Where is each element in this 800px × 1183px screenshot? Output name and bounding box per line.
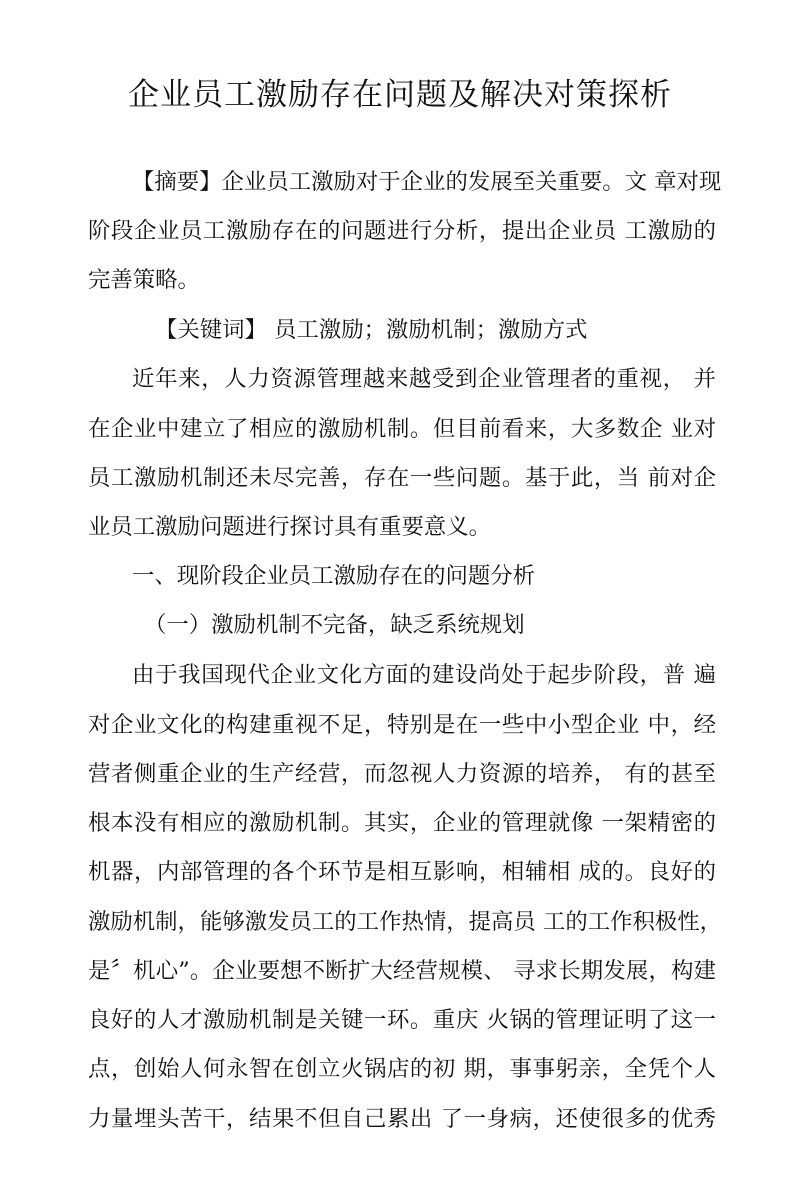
intro-line-2: 在企业中建立了相应的激励机制。但目前看来，大多数企 业对 — [88, 416, 716, 442]
intro-line-3: 员工激励机制还未尽完善，存在一些问题。基于此，当 前对企 — [88, 465, 716, 491]
paragraph-line-6: 激励机制，能够激发员工的工作热情，提高员 工的工作积极性， — [88, 909, 723, 935]
intro-line-4: 业员工激励问题进行探讨具有重要意义。 — [88, 514, 492, 540]
subsection-heading-1: （一）激励机制不完备，缺乏系统规划 — [144, 612, 525, 638]
paragraph-line-10: 力量埋头苦干，结果不但自己累出 了一身病，还使很多的优秀 — [88, 1106, 716, 1132]
abstract-line-2: 阶段企业员工激励存在的问题进行分析，提出企业员 工激励的 — [88, 218, 716, 244]
section-heading-1: 一、现阶段企业员工激励存在的问题分析 — [132, 563, 536, 589]
intro-line-1: 近年来，人力资源管理越来越受到企业管理者的重视， 并 — [132, 366, 716, 392]
paragraph-line-5: 机器，内部管理的各个环节是相互影响，相辅相 成的。良好的 — [88, 859, 716, 885]
keywords-line: 【关键词】 员工激励；激励机制；激励方式 — [155, 317, 588, 343]
paragraph-line-8: 良好的人才激励机制是关键一环。重庆 火锅的管理证明了这一 — [88, 1007, 716, 1033]
paragraph-line-7: 是〞机心”。企业要想不断扩大经营规模、 寻求长期发展，构建 — [88, 958, 716, 984]
paragraph-line-3: 营者侧重企业的生产经营，而忽视人力资源的培养， 有的甚至 — [88, 761, 716, 787]
abstract-line-3: 完善策略。 — [88, 267, 200, 293]
paragraph-line-4: 根本没有相应的激励机制。其实，企业的管理就像 一架精密的 — [88, 810, 716, 836]
paragraph-line-2: 对企业文化的构建重视不足，特别是在一些中小型企业 中，经 — [88, 712, 716, 738]
paragraph-line-9: 点，创始人何永智在创立火锅店的初 期，事事躬亲，全凭个人 — [88, 1056, 716, 1082]
abstract-line-1: 【摘要】企业员工激励对于企业的发展至关重要。文 章对现 — [132, 169, 722, 195]
paragraph-line-1: 由于我国现代企业文化方面的建设尚处于起步阶段，普 遍 — [132, 662, 716, 688]
document-title: 企业员工激励存在问题及解决对策探析 — [128, 77, 672, 113]
